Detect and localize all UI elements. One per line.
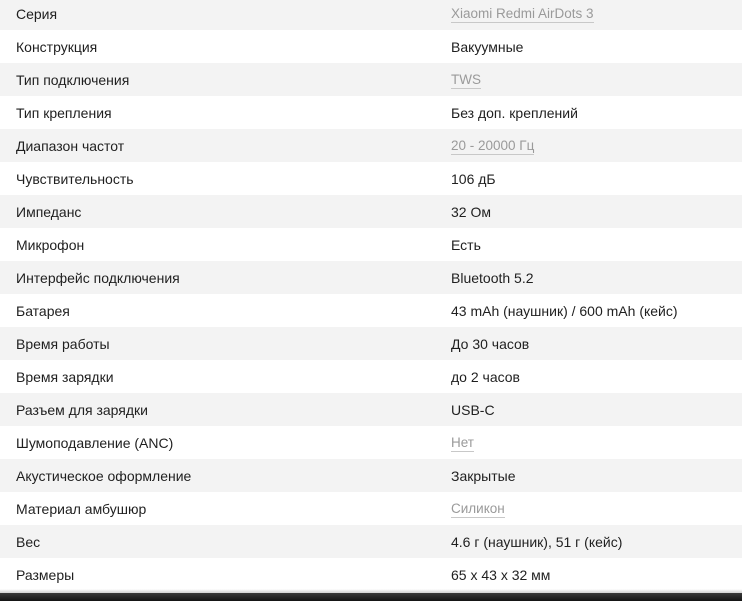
spec-row bbox=[0, 327, 742, 360]
spec-value-link-text[interactable]: 20 - 20000 Гц bbox=[451, 138, 535, 153]
spec-label: Время работы bbox=[16, 335, 110, 352]
spec-value-link-text[interactable]: Нет bbox=[451, 435, 474, 450]
spec-value: Вакуумные bbox=[451, 38, 524, 55]
spec-label: Шумоподавление (ANC) bbox=[16, 434, 174, 451]
spec-label: Батарея bbox=[16, 302, 70, 319]
spec-value: 4.6 г (наушник), 51 г (кейс) bbox=[451, 533, 623, 550]
spec-value-link[interactable] bbox=[435, 501, 742, 516]
spec-label: Импеданс bbox=[16, 203, 82, 220]
spec-row bbox=[0, 393, 742, 426]
spec-value: до 2 часов bbox=[451, 368, 520, 385]
spec-label: Размеры bbox=[16, 566, 75, 583]
spec-value: 106 дБ bbox=[451, 170, 496, 187]
spec-row bbox=[0, 162, 742, 195]
spec-value: Закрытые bbox=[451, 467, 516, 484]
spec-label: Разъем для зарядки bbox=[16, 401, 149, 418]
spec-value: 32 Ом bbox=[451, 203, 491, 220]
spec-row bbox=[0, 360, 742, 393]
spec-label: Микрофон bbox=[16, 236, 85, 253]
spec-row bbox=[0, 63, 742, 96]
spec-label: Серия bbox=[16, 5, 58, 22]
spec-row bbox=[0, 30, 742, 63]
spec-value: Есть bbox=[451, 236, 481, 253]
bottom-edge-bar bbox=[0, 593, 742, 601]
spec-row bbox=[0, 459, 742, 492]
spec-row bbox=[0, 558, 742, 591]
spec-row bbox=[0, 195, 742, 228]
spec-value: Без доп. креплений bbox=[451, 104, 578, 121]
spec-value-link[interactable] bbox=[435, 435, 742, 450]
spec-label: Конструкция bbox=[16, 38, 98, 55]
spec-row bbox=[0, 426, 742, 459]
spec-value-link-text[interactable]: Xiaomi Redmi AirDots 3 bbox=[451, 6, 594, 21]
spec-row bbox=[0, 0, 742, 30]
spec-row bbox=[0, 228, 742, 261]
spec-label: Тип подключения bbox=[16, 71, 130, 88]
spec-value-link[interactable] bbox=[435, 138, 742, 153]
spec-label: Интерфейс подключения bbox=[16, 269, 180, 286]
spec-value-link[interactable] bbox=[435, 6, 742, 21]
spec-row bbox=[0, 129, 742, 162]
spec-row bbox=[0, 96, 742, 129]
spec-value-link[interactable] bbox=[435, 72, 742, 87]
spec-value-link-text[interactable]: Силикон bbox=[451, 501, 505, 516]
spec-row bbox=[0, 525, 742, 558]
spec-value: 65 x 43 x 32 мм bbox=[451, 566, 551, 583]
spec-row bbox=[0, 294, 742, 327]
spec-value: Bluetooth 5.2 bbox=[451, 269, 534, 286]
spec-label: Вес bbox=[16, 533, 41, 550]
spec-label: Материал амбушюр bbox=[16, 500, 147, 517]
spec-value: USB-C bbox=[451, 401, 495, 418]
spec-label: Акустическое оформление bbox=[16, 467, 192, 484]
spec-label: Тип крепления bbox=[16, 104, 112, 121]
spec-label: Время зарядки bbox=[16, 368, 114, 385]
spec-value: До 30 часов bbox=[451, 335, 530, 352]
spec-row bbox=[0, 492, 742, 525]
spec-value-link-text[interactable]: TWS bbox=[451, 72, 481, 87]
spec-value: 43 mAh (наушник) / 600 mAh (кейс) bbox=[451, 302, 678, 319]
spec-label: Чувствительность bbox=[16, 170, 134, 187]
spec-label: Диапазон частот bbox=[16, 137, 125, 154]
spec-row bbox=[0, 261, 742, 294]
